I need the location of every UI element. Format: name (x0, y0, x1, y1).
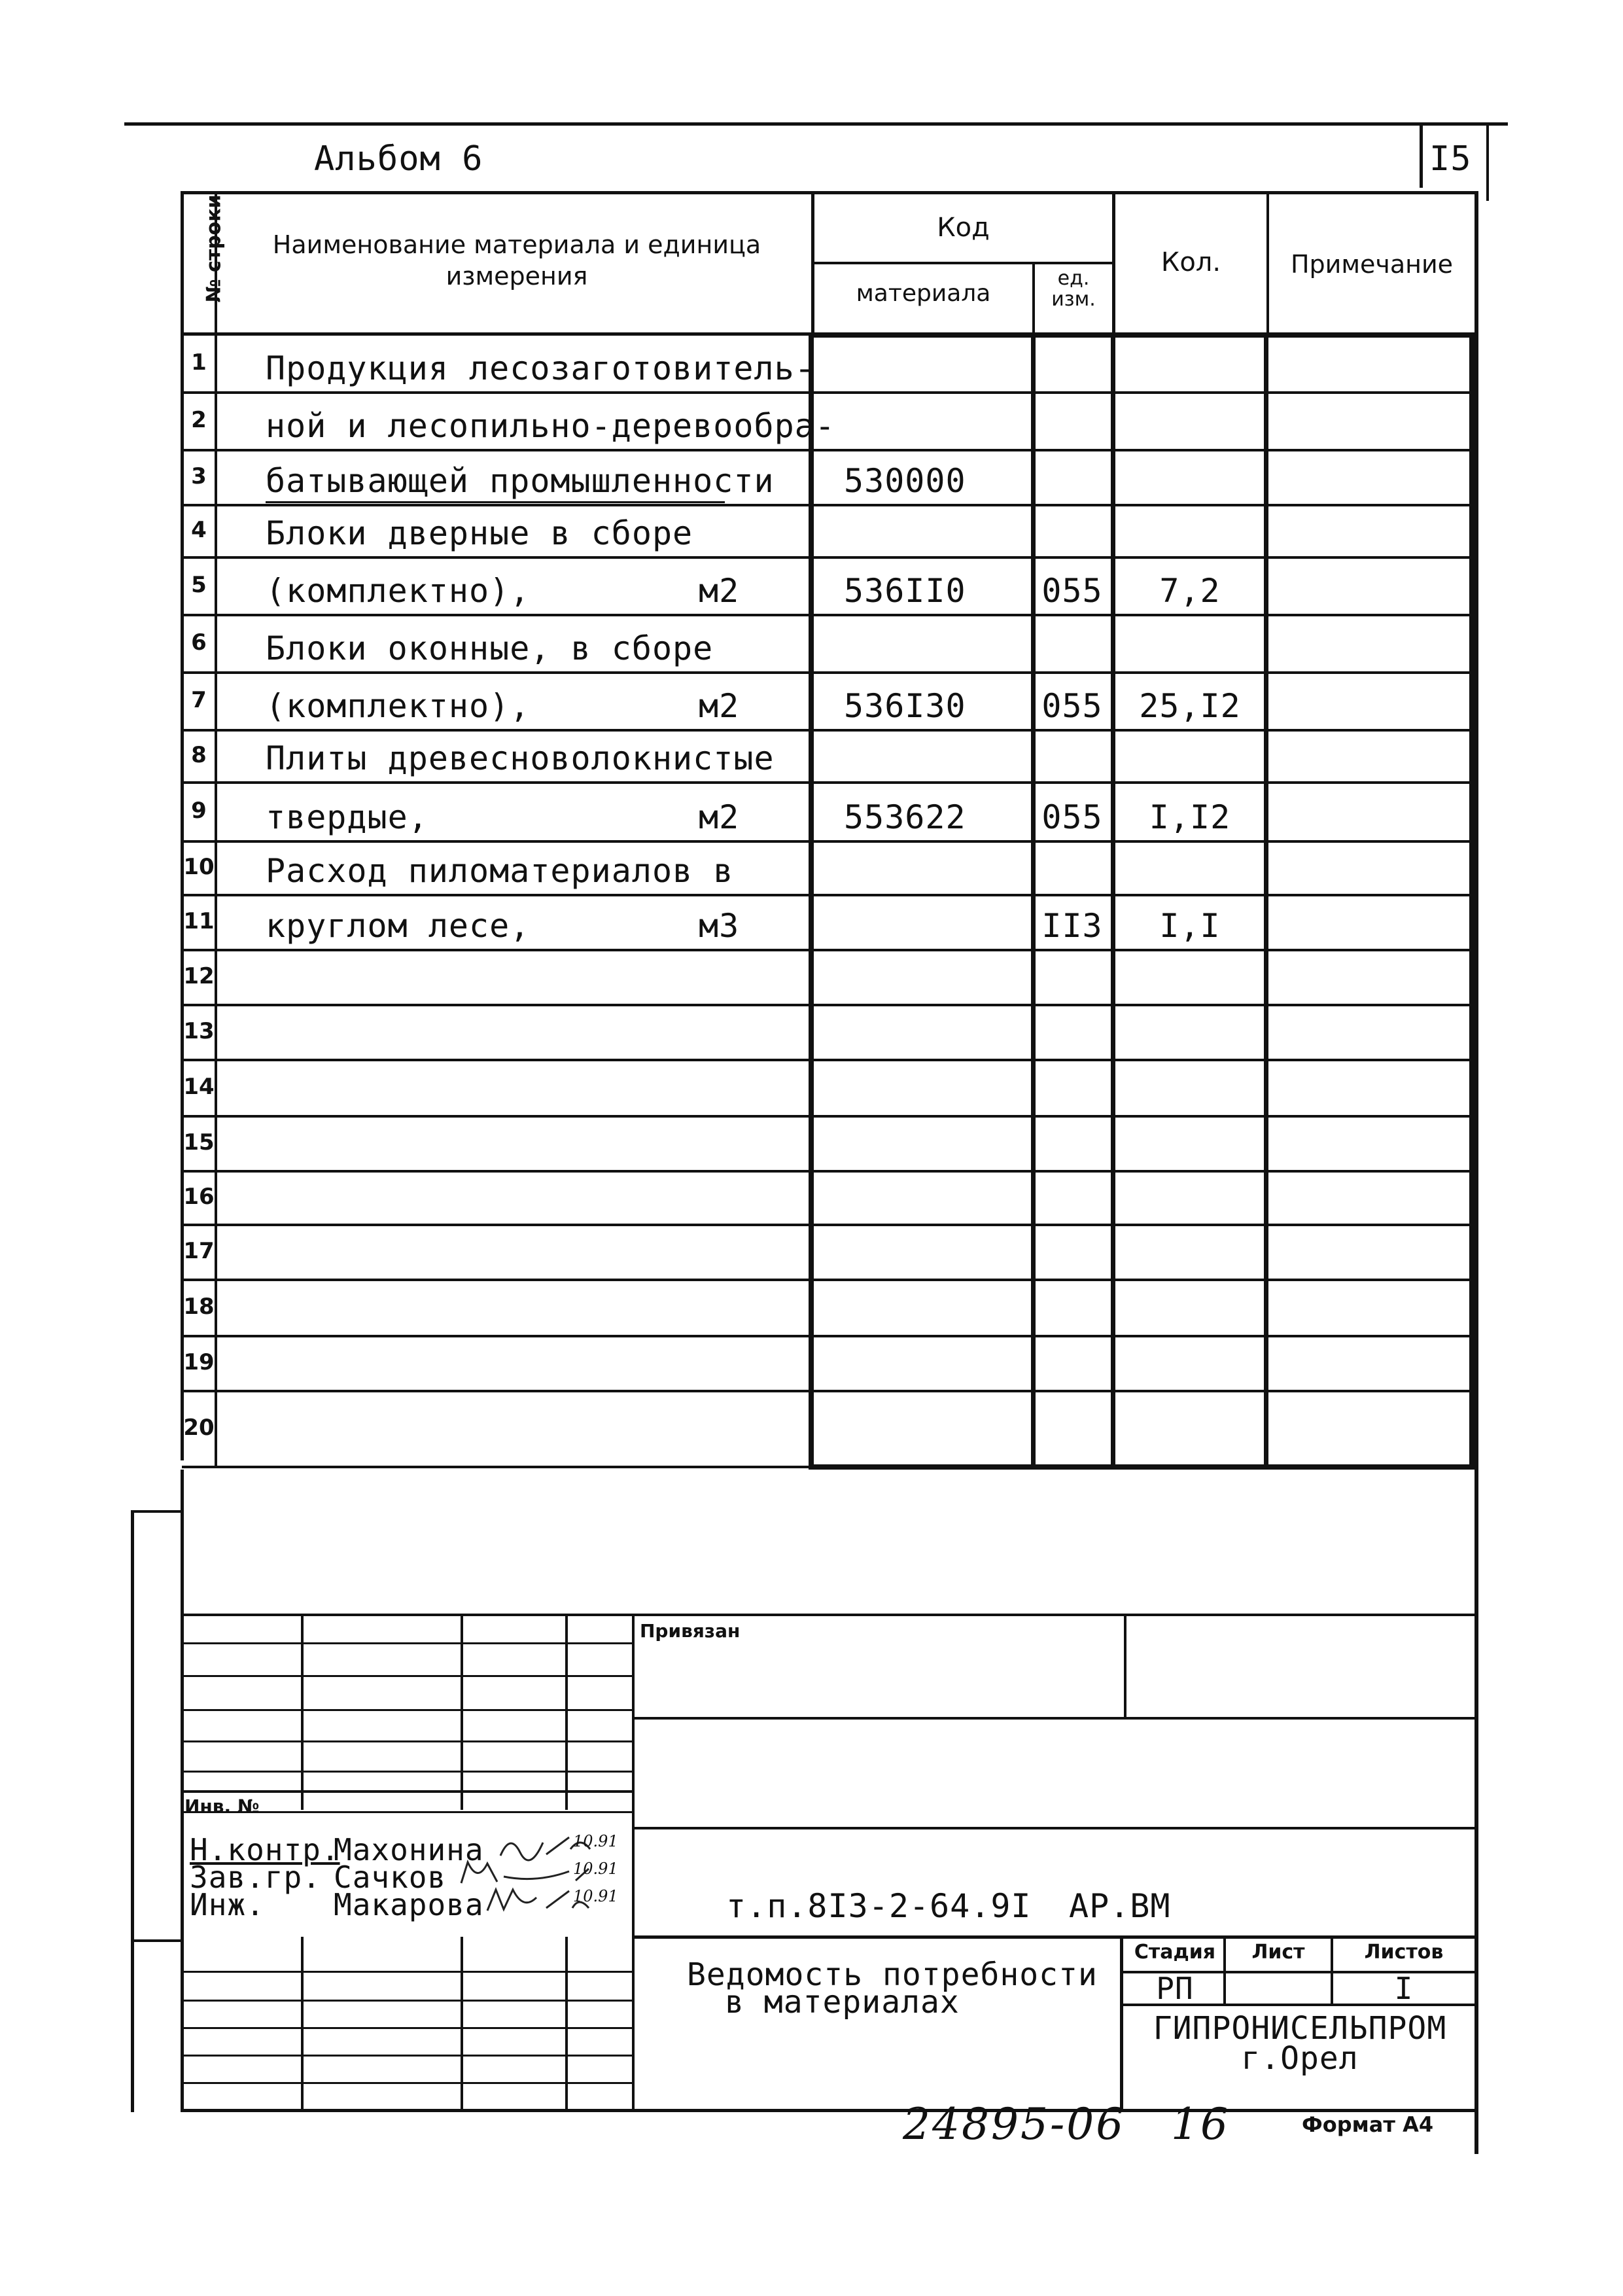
role-zav-gr: Зав.гр. (190, 1860, 321, 1895)
header-code-material: материала (856, 280, 991, 307)
row-separator (182, 1170, 1476, 1173)
row-separator (182, 729, 1476, 732)
row-name: Блоки дверные в сборе (266, 514, 693, 552)
row-name: батывающей промышленности (266, 462, 775, 500)
header-note: Примечание (1290, 250, 1454, 279)
row-number: 6 (191, 629, 207, 656)
handwritten-page: 16 (1171, 2099, 1230, 2149)
role-n-kontr: Н.контр. (190, 1832, 340, 1867)
stamp-row-line (181, 1642, 632, 1644)
row-separator (182, 1115, 1476, 1118)
row-number: 18 (183, 1294, 215, 1320)
row-separator (182, 1335, 1476, 1337)
row-code: 530000 (844, 462, 966, 500)
row-separator (182, 504, 1476, 506)
row-number: 12 (183, 963, 215, 989)
row-separator (182, 1279, 1476, 1281)
row-separator (182, 894, 1476, 896)
header-material-name: Наименование материала и единица измерения (272, 230, 761, 291)
stamp-row-line (181, 1971, 632, 1973)
row-number: 16 (183, 1184, 215, 1210)
row-number: 15 (183, 1129, 215, 1156)
handwritten-number: 24895-06 (903, 2099, 1126, 2149)
row-qty: 25,I2 (1139, 687, 1241, 725)
row-name: (комплектно), (266, 572, 531, 610)
row-name: Плиты древесноволокнистые (266, 739, 775, 777)
designation: т.п.8I3-2-64.9I (726, 1887, 1032, 1925)
row-name: (комплектно), (266, 687, 531, 725)
sheet-number: I5 (1429, 139, 1472, 179)
row-qty: I,I (1159, 907, 1221, 945)
row-number: 19 (183, 1349, 215, 1375)
row-number: 7 (191, 687, 207, 713)
stamp-row-line (181, 1675, 632, 1677)
row-separator (182, 949, 1476, 951)
stamp-row-line (181, 1740, 632, 1742)
row-unit-code: 055 (1041, 572, 1103, 610)
row-number: 13 (183, 1018, 215, 1044)
row-number: 10 (183, 854, 215, 880)
row-separator (182, 1466, 1476, 1468)
row-number: 8 (191, 742, 207, 768)
row-number: 4 (191, 517, 207, 543)
row-separator (182, 556, 1476, 559)
stamp-row-line (181, 2082, 632, 2084)
organization-city: г.Орел (1241, 2040, 1359, 2077)
row-separator (182, 1224, 1476, 1226)
stamp-row-line (181, 2055, 632, 2057)
row-unit: м3 (699, 907, 740, 945)
row-separator (182, 1004, 1476, 1006)
row-separator (182, 671, 1476, 674)
header-qty: Кол. (1161, 247, 1221, 277)
row-number: 5 (191, 572, 207, 598)
name-makarova: Макарова (334, 1887, 484, 1922)
underline (266, 501, 725, 503)
row-qty: I,I2 (1149, 798, 1231, 836)
stage-label: Стадия (1134, 1941, 1216, 1964)
stamp-row-line (181, 1709, 632, 1711)
row-code: 553622 (844, 798, 966, 836)
row-unit-code: 055 (1041, 798, 1103, 836)
row-name: круглом лесе, (266, 907, 531, 945)
row-qty: 7,2 (1159, 572, 1221, 610)
document-title-line2: в материалах (725, 1984, 960, 2021)
row-unit: м2 (699, 798, 740, 836)
inv-no-label: Инв. № (184, 1795, 260, 1817)
header-code: Код (937, 213, 990, 243)
row-number: 2 (191, 407, 207, 433)
row-number: 20 (183, 1415, 215, 1441)
row-separator (182, 391, 1476, 394)
row-unit: м2 (699, 687, 740, 725)
row-number: 14 (183, 1074, 215, 1100)
row-name: Блоки оконные, в сборе (266, 629, 714, 667)
row-name: ной и лесопильно-деревообра- (266, 407, 835, 445)
sheets-value: I (1394, 1971, 1414, 2006)
stamp-row-line (181, 1771, 632, 1773)
organization-name: ГИПРОНИСЕЛЬПРОМ (1153, 2010, 1447, 2047)
row-unit: м2 (699, 572, 740, 610)
date-makhonina: 10.91 (573, 1832, 618, 1850)
sheets-label: Листов (1364, 1941, 1444, 1964)
row-name: твердые, (266, 798, 428, 836)
row-number: 17 (183, 1238, 215, 1264)
header-row-number: № строки (202, 194, 226, 303)
row-name: Продукция лесозаготовитель- (266, 349, 815, 387)
row-separator (182, 840, 1476, 843)
role-inzh: Инж. (190, 1887, 265, 1922)
row-code: 536II0 (844, 572, 966, 610)
sheet-label: Лист (1251, 1941, 1305, 1964)
row-separator (182, 449, 1476, 451)
date-makarova: 10.91 (573, 1887, 618, 1905)
row-number: 9 (191, 798, 207, 824)
paper-format: Формат А4 (1302, 2112, 1434, 2137)
album-label: Альбом 6 (314, 139, 483, 179)
date-sachkov: 10.91 (573, 1860, 618, 1878)
row-unit-code: II3 (1041, 907, 1103, 945)
stamp-row-line (181, 2027, 632, 2029)
name-makhonina: Махонина (334, 1832, 484, 1867)
row-separator (182, 1390, 1476, 1392)
row-number: 3 (191, 463, 207, 489)
row-unit-code: 055 (1041, 687, 1103, 725)
row-number: 11 (183, 908, 215, 934)
stage-value: РП (1156, 1971, 1194, 2006)
row-name: Расход пиломатериалов в (266, 852, 734, 890)
row-separator (182, 614, 1476, 616)
row-separator (182, 1059, 1476, 1061)
privyazan-label: Привязан (640, 1620, 741, 1642)
row-number: 1 (191, 349, 207, 376)
name-sachkov: Сачков (334, 1860, 447, 1895)
row-code: 536I30 (844, 687, 966, 725)
drawing-mark: АР.ВМ (1069, 1887, 1171, 1925)
header-code-unit: ед. изм. (1051, 267, 1096, 311)
document-title-line1: Ведомость потребности (687, 1956, 1098, 1993)
row-separator (182, 781, 1476, 784)
stamp-row-line (181, 2000, 632, 2002)
